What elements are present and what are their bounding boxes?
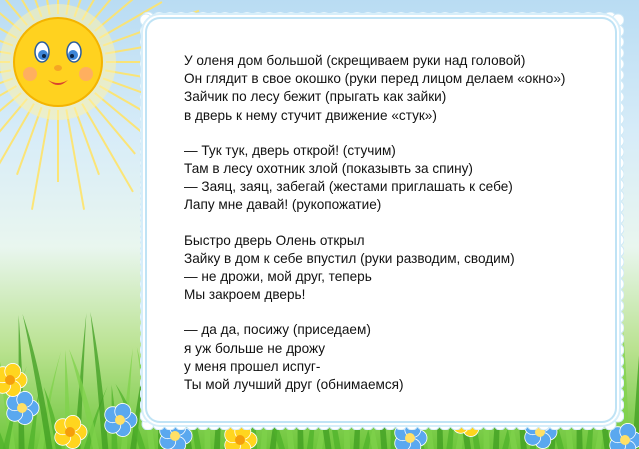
poem-line: Лапу мне давай! (рукопожатие)	[184, 197, 382, 213]
poem-line: Мы закроем дверь!	[184, 287, 306, 303]
stanza-2	[184, 142, 604, 215]
poem-line: — Заяц, заяц, забегай (жестами приглашать к себе)	[184, 179, 513, 195]
poem-line: в дверь к нему стучит движение «стук»)	[184, 107, 437, 123]
poem-line: я уж больше не дрожу	[184, 340, 326, 356]
poem-line: Там в лесу охотник злой (показывть за спину)	[184, 161, 473, 177]
flower-icon	[55, 415, 87, 448]
poem-line: у меня прошел испуг-	[184, 358, 321, 374]
stanza-4	[184, 321, 604, 394]
poem-line: — да да, посижу (приседаем)	[184, 322, 371, 338]
poem-line: — не дрожи, мой друг, теперь	[184, 269, 372, 285]
flower-icon	[105, 403, 137, 436]
stanza-1	[184, 52, 604, 125]
poem-line: Зайчик по лесу бежит (прыгать как зайки)	[184, 89, 447, 105]
poem-line: — Тук тук, дверь открой! (стучим)	[184, 142, 396, 158]
poem-line: Быстро дверь Олень открыл	[184, 232, 365, 248]
stanza-3	[184, 232, 604, 305]
poem-line: Зайку в дом к себе впустил (руки разводим, сводим)	[184, 250, 515, 266]
poem-text	[184, 52, 604, 394]
poem-line: Он глядит в свое окошко (руки перед лицом делаем «окно»)	[184, 71, 566, 87]
poem-line: Ты мой лучший друг (обнимаемся)	[184, 377, 404, 393]
poem-line: У оленя дом большой (скрещиваем руки над головой)	[184, 53, 526, 68]
